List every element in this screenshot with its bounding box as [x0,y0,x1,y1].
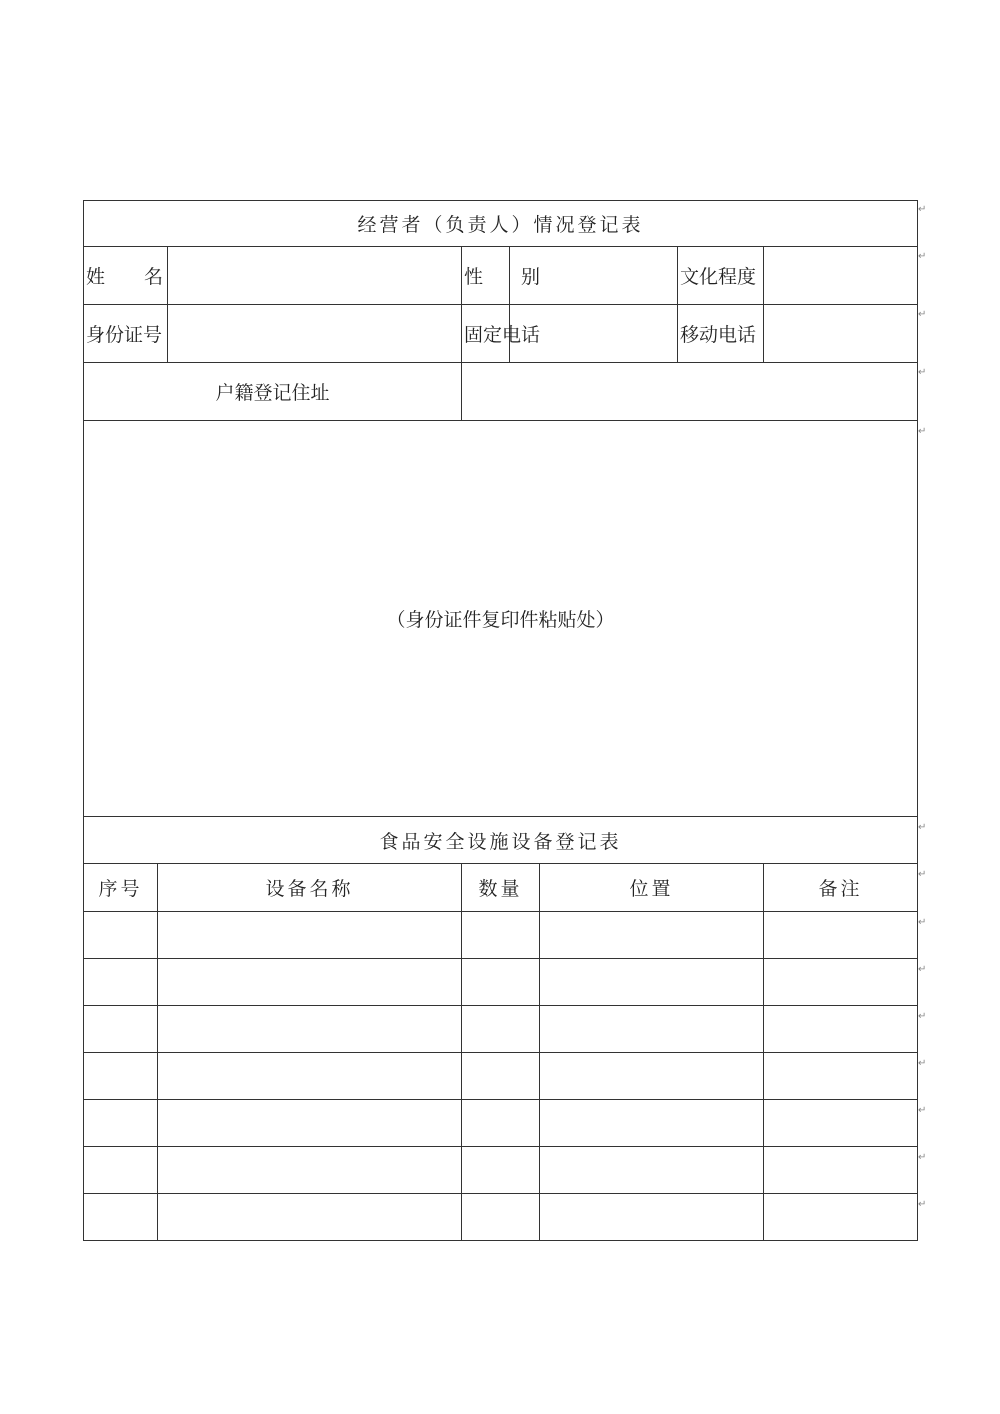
serial-cell[interactable] [84,1194,158,1241]
serial-cell[interactable] [84,959,158,1006]
table-row [84,959,918,1006]
column-header-serial: 序号 [84,864,158,912]
location-cell[interactable] [540,1100,764,1147]
mobile-label: 移动电话 [678,305,764,363]
paragraph-mark: ↵ [918,251,927,262]
quantity-cell[interactable] [462,1100,540,1147]
remarks-cell[interactable] [764,1053,918,1100]
paragraph-mark: ↵ [918,1058,927,1069]
column-header-location: 位置 [540,864,764,912]
address-field[interactable] [462,363,918,421]
paragraph-mark: ↵ [918,367,927,378]
location-cell[interactable] [540,1147,764,1194]
equipment-name-cell[interactable] [158,1100,462,1147]
table-row [84,912,918,959]
gender-label: 性 别 [462,247,510,305]
serial-cell[interactable] [84,1100,158,1147]
paragraph-mark: ↵ [918,204,927,215]
id-copy-area: （身份证件复印件粘贴处） [84,421,918,817]
column-header-remarks: 备注 [764,864,918,912]
paragraph-mark: ↵ [918,822,927,833]
serial-cell[interactable] [84,1053,158,1100]
serial-cell[interactable] [84,1006,158,1053]
remarks-cell[interactable] [764,1006,918,1053]
quantity-cell[interactable] [462,1194,540,1241]
column-header-equipment-name: 设备名称 [158,864,462,912]
equipment-name-cell[interactable] [158,1006,462,1053]
equipment-name-cell[interactable] [158,912,462,959]
address-label: 户籍登记住址 [84,363,462,421]
mobile-field[interactable] [764,305,918,363]
landline-label: 固定电话 [462,305,510,363]
location-cell[interactable] [540,959,764,1006]
column-header-quantity: 数量 [462,864,540,912]
quantity-cell[interactable] [462,1053,540,1100]
remarks-cell[interactable] [764,1147,918,1194]
table-row [84,1053,918,1100]
equipment-form-title: 食品安全设施设备登记表 [84,817,918,864]
location-cell[interactable] [540,1053,764,1100]
quantity-cell[interactable] [462,912,540,959]
table-row [84,1194,918,1241]
remarks-cell[interactable] [764,1194,918,1241]
table-row [84,1100,918,1147]
operator-form-title: 经营者（负责人）情况登记表 [84,201,918,247]
name-label: 姓 名 [84,247,168,305]
paragraph-mark: ↵ [918,1105,927,1116]
location-cell[interactable] [540,912,764,959]
quantity-cell[interactable] [462,1147,540,1194]
paragraph-mark: ↵ [918,1011,927,1022]
name-field[interactable] [168,247,462,305]
paragraph-mark: ↵ [918,917,927,928]
equipment-name-cell[interactable] [158,1147,462,1194]
equipment-name-cell[interactable] [158,1053,462,1100]
table-row [84,1147,918,1194]
paragraph-mark: ↵ [918,309,927,320]
paragraph-mark: ↵ [918,964,927,975]
remarks-cell[interactable] [764,912,918,959]
table-row [84,1006,918,1053]
paragraph-mark: ↵ [918,426,927,437]
education-field[interactable] [764,247,918,305]
paragraph-mark: ↵ [918,869,927,880]
quantity-cell[interactable] [462,1006,540,1053]
remarks-cell[interactable] [764,1100,918,1147]
serial-cell[interactable] [84,912,158,959]
registration-form [83,200,918,1241]
equipment-name-cell[interactable] [158,1194,462,1241]
location-cell[interactable] [540,1006,764,1053]
id-number-field[interactable] [168,305,462,363]
serial-cell[interactable] [84,1147,158,1194]
equipment-name-cell[interactable] [158,959,462,1006]
education-label: 文化程度 [678,247,764,305]
remarks-cell[interactable] [764,959,918,1006]
quantity-cell[interactable] [462,959,540,1006]
paragraph-mark: ↵ [918,1152,927,1163]
location-cell[interactable] [540,1194,764,1241]
id-number-label: 身份证号 [84,305,168,363]
paragraph-mark: ↵ [918,1199,927,1210]
